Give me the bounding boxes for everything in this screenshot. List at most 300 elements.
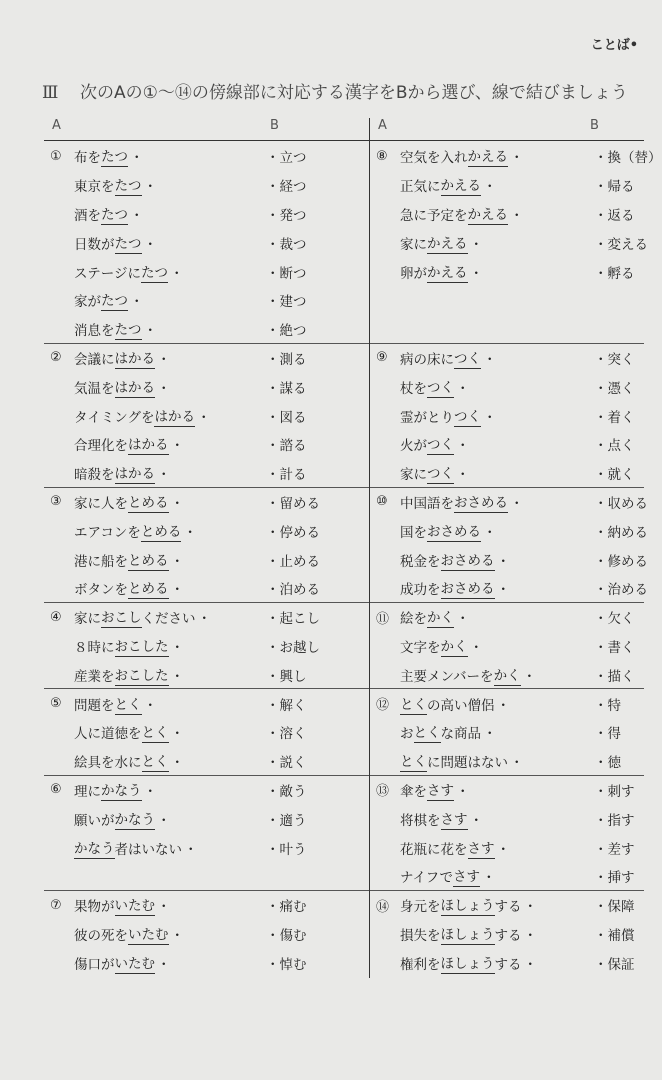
b-kanji: ・刺す <box>594 783 635 800</box>
page-header: ことば• <box>590 38 638 53</box>
a-item <box>50 257 183 286</box>
b-kanji: ・点く <box>594 438 635 455</box>
connector-dot: ・ <box>496 697 510 714</box>
underlined-reading: おこした <box>115 664 169 686</box>
a-text: エアコンを <box>74 524 141 541</box>
b-kanji: ・止める <box>266 553 320 570</box>
connector-dot: ・ <box>469 265 483 282</box>
underlined-reading: さす <box>427 779 454 801</box>
a-item <box>50 315 157 344</box>
b-kanji: ・裁つ <box>266 236 307 253</box>
a-item <box>50 833 198 862</box>
b-kanji: ・描く <box>594 668 635 685</box>
a-item <box>50 632 184 661</box>
underlined-reading: つく <box>454 405 481 427</box>
underlined-reading: いたむ <box>115 952 156 974</box>
b-kanji: ・お越し <box>266 639 320 656</box>
a-item <box>50 603 211 632</box>
connector-dot: ・ <box>523 956 537 973</box>
a-item <box>376 804 483 833</box>
a-text: 布を <box>74 150 101 167</box>
connector-dot: ・ <box>157 467 171 484</box>
underlined-reading: たつ <box>141 261 168 283</box>
underlined-reading: おさめる <box>441 577 495 599</box>
b-kanji: ・断つ <box>266 265 307 282</box>
a-item <box>376 286 400 315</box>
a-text: お <box>400 726 414 743</box>
a-text: 権利を <box>400 956 441 973</box>
item-number: ⑧ <box>376 148 388 164</box>
underlined-reading: はかる <box>115 462 156 484</box>
connector-dot: ・ <box>523 899 537 916</box>
underlined-reading: さす <box>468 837 495 859</box>
connector-dot: ・ <box>143 236 157 253</box>
item-number: ④ <box>50 609 62 625</box>
underlined-reading: ほしょう <box>441 952 495 974</box>
a-item <box>376 171 497 200</box>
connector-dot: ・ <box>456 611 470 628</box>
a-item <box>50 516 197 545</box>
connector-dot: ・ <box>496 553 510 570</box>
b-kanji: ・諮る <box>266 438 307 455</box>
a-item <box>50 862 74 891</box>
a-item <box>376 142 524 171</box>
underlined-reading: おさめる <box>441 549 495 571</box>
b-kanji: ・留める <box>266 495 320 512</box>
item-number: ⑤ <box>50 696 62 712</box>
a-item <box>50 286 144 315</box>
underlined-reading: つく <box>427 433 454 455</box>
a-text: 合理化を <box>74 438 128 455</box>
connector-dot: ・ <box>184 841 198 858</box>
b-kanji: ・換（替） <box>594 150 662 167</box>
b-kanji: ・就く <box>594 467 635 484</box>
a-item <box>376 459 470 488</box>
a-item <box>50 430 184 459</box>
connector-dot: ・ <box>157 812 171 829</box>
b-kanji: ・得 <box>594 726 621 743</box>
a-item <box>376 488 524 517</box>
a-item <box>50 545 184 574</box>
a-item <box>376 430 470 459</box>
a-text: 損失を <box>400 927 441 944</box>
underlined-reading: とく <box>142 750 169 772</box>
section-number: Ⅲ <box>42 83 59 103</box>
underlined-reading: たつ <box>115 318 142 340</box>
item-number: ① <box>50 148 62 164</box>
a-item <box>376 948 537 977</box>
a-item <box>376 776 470 805</box>
underlined-reading: かえる <box>427 232 468 254</box>
column-head-left-a: A <box>52 118 61 133</box>
center-divider <box>369 118 370 978</box>
underlined-reading: かえる <box>427 261 468 283</box>
a-text: ください <box>141 611 196 628</box>
connector-dot: ・ <box>157 899 171 916</box>
a-item <box>50 228 157 257</box>
b-kanji: ・絶つ <box>266 323 307 340</box>
b-kanji: ・憑く <box>594 380 635 397</box>
b-kanji: ・帰る <box>594 179 635 196</box>
connector-dot: ・ <box>456 380 470 397</box>
b-kanji: ・傷む <box>266 927 307 944</box>
a-item <box>376 344 497 373</box>
item-number: ⑩ <box>376 494 388 510</box>
a-text: な商品 <box>440 726 481 743</box>
connector-dot: ・ <box>482 870 496 887</box>
instruction <box>42 78 644 103</box>
connector-dot: ・ <box>157 956 171 973</box>
b-kanji: ・挿す <box>594 870 635 887</box>
b-kanji: ・特 <box>594 697 621 714</box>
connector-dot: ・ <box>456 438 470 455</box>
b-kanji: ・納める <box>594 524 648 541</box>
b-kanji: ・溶く <box>266 726 307 743</box>
a-item <box>376 401 497 430</box>
item-number: ⑫ <box>376 698 390 714</box>
column-head-right-b: B <box>590 118 599 133</box>
underlined-reading: おこした <box>115 635 169 657</box>
underlined-reading: とく <box>142 721 169 743</box>
underlined-reading: かく <box>494 664 521 686</box>
b-kanji: ・痛む <box>266 899 307 916</box>
connector-dot: ・ <box>197 611 211 628</box>
b-kanji: ・孵る <box>594 265 635 282</box>
b-kanji: ・建つ <box>266 294 307 311</box>
a-item <box>50 689 157 718</box>
b-kanji: ・起こし <box>266 611 320 628</box>
a-item <box>376 315 400 344</box>
a-text: ステージに <box>74 265 141 282</box>
a-text: ナイフで <box>400 870 454 887</box>
a-text: ボタンを <box>74 582 128 599</box>
a-text: 傘を <box>400 783 427 800</box>
a-item <box>376 372 470 401</box>
underlined-reading: とく <box>400 750 427 772</box>
a-item <box>50 718 184 747</box>
underlined-reading: たつ <box>115 174 142 196</box>
underlined-reading: はかる <box>154 405 195 427</box>
b-kanji: ・悼む <box>266 956 307 973</box>
connector-dot: ・ <box>196 409 211 426</box>
item-number: ⑬ <box>376 784 390 800</box>
header-rule <box>44 140 644 141</box>
b-kanji: ・計る <box>266 467 307 484</box>
underlined-reading: はかる <box>115 347 156 369</box>
connector-dot: ・ <box>143 783 157 800</box>
item-number: ② <box>50 350 62 366</box>
item-number: ⑦ <box>50 897 62 913</box>
a-item <box>50 372 171 401</box>
a-item <box>376 603 470 632</box>
connector-dot: ・ <box>157 351 171 368</box>
a-item <box>376 891 537 920</box>
underlined-reading: かえる <box>441 174 482 196</box>
a-item <box>50 776 157 805</box>
item-number: ③ <box>50 494 62 510</box>
a-text: 果物が <box>74 899 115 916</box>
a-text: 産業を <box>74 668 115 685</box>
a-item <box>376 718 497 747</box>
b-kanji: ・謀る <box>266 380 307 397</box>
b-kanji: ・説く <box>266 755 307 772</box>
a-item <box>50 459 171 488</box>
a-item <box>50 574 184 603</box>
connector-dot: ・ <box>483 726 497 743</box>
b-kanji: ・立つ <box>266 150 307 167</box>
a-text: 家に <box>400 236 427 253</box>
a-item <box>50 142 144 171</box>
column-head-left-b: B <box>270 118 279 133</box>
connector-dot: ・ <box>510 150 524 167</box>
a-text: に問題はない <box>427 755 508 772</box>
connector-dot: ・ <box>130 294 144 311</box>
connector-dot: ・ <box>496 841 510 858</box>
b-kanji: ・図る <box>266 409 307 426</box>
underlined-reading: とめる <box>128 491 169 513</box>
a-text: 絵を <box>400 611 427 628</box>
a-text: 病の床に <box>400 351 454 368</box>
a-item <box>376 660 536 689</box>
underlined-reading: つく <box>427 376 454 398</box>
underlined-reading: かなう <box>101 779 142 801</box>
a-text: 家に <box>74 611 101 628</box>
a-text: 正気に <box>400 179 441 196</box>
underlined-reading: さす <box>453 865 480 887</box>
a-text: 杖を <box>400 380 427 397</box>
a-text: 家に <box>400 467 427 484</box>
connector-dot: ・ <box>483 524 497 541</box>
a-item <box>376 228 483 257</box>
b-kanji: ・突く <box>594 351 635 368</box>
a-item <box>376 920 537 949</box>
connector-dot: ・ <box>143 179 157 196</box>
a-text: 将棋を <box>400 812 441 829</box>
a-item <box>376 689 510 718</box>
a-text: 身元を <box>400 899 441 916</box>
item-number: ⑭ <box>376 899 390 915</box>
a-text: 国を <box>400 524 427 541</box>
a-text: 気温を <box>74 380 115 397</box>
connector-dot: ・ <box>130 207 144 224</box>
b-kanji: ・解く <box>266 697 307 714</box>
a-item <box>50 171 157 200</box>
connector-dot: ・ <box>469 236 483 253</box>
a-text: 人に道徳を <box>74 726 142 743</box>
underlined-reading: はかる <box>128 433 169 455</box>
connector-dot: ・ <box>510 207 524 224</box>
a-text: の高い僧侶 <box>427 697 495 714</box>
a-text: 卵が <box>400 265 427 282</box>
b-kanji: ・指す <box>594 812 635 829</box>
a-text: 消息を <box>74 323 115 340</box>
a-text: 港に船を <box>74 553 128 570</box>
b-kanji: ・差す <box>594 841 635 858</box>
connector-dot: ・ <box>170 495 184 512</box>
connector-dot: ・ <box>469 639 483 656</box>
connector-dot: ・ <box>483 409 497 426</box>
a-text: 会議に <box>74 351 115 368</box>
a-item <box>50 804 171 833</box>
b-kanji: ・保証 <box>594 956 635 973</box>
b-kanji: ・測る <box>266 351 307 368</box>
a-text: 東京を <box>74 179 115 196</box>
underlined-reading: はかる <box>115 376 156 398</box>
underlined-reading: かく <box>427 606 454 628</box>
a-item <box>50 747 184 776</box>
connector-dot: ・ <box>483 179 497 196</box>
connector-dot: ・ <box>510 495 524 512</box>
a-item <box>50 344 171 373</box>
a-text: 中国語を <box>400 495 454 512</box>
a-text: する <box>494 899 522 916</box>
connector-dot: ・ <box>170 755 184 772</box>
b-kanji: ・書く <box>594 639 635 656</box>
b-kanji: ・変える <box>594 236 648 253</box>
underlined-reading: とめる <box>128 577 169 599</box>
column-head-right-a: A <box>378 118 387 133</box>
underlined-reading: たつ <box>101 145 128 167</box>
connector-dot: ・ <box>456 467 470 484</box>
connector-dot: ・ <box>483 351 497 368</box>
b-kanji: ・着く <box>594 409 635 426</box>
b-kanji: ・叶う <box>266 841 307 858</box>
underlined-reading: たつ <box>115 232 142 254</box>
a-item <box>50 891 171 920</box>
a-item <box>50 401 210 430</box>
underlined-reading: とく <box>115 693 142 715</box>
connector-dot: ・ <box>170 553 184 570</box>
a-text: 花瓶に花を <box>400 841 468 858</box>
underlined-reading: かなう <box>74 837 115 859</box>
b-kanji: ・適う <box>266 812 307 829</box>
b-kanji: ・返る <box>594 207 635 224</box>
a-item <box>50 948 171 977</box>
connector-dot: ・ <box>469 812 483 829</box>
b-kanji: ・補償 <box>594 927 635 944</box>
underlined-reading: ほしょう <box>441 923 495 945</box>
underlined-reading: かえる <box>468 203 509 225</box>
b-kanji: ・停める <box>266 524 320 541</box>
connector-dot: ・ <box>510 755 524 772</box>
connector-dot: ・ <box>157 380 171 397</box>
underlined-reading: たつ <box>101 289 128 311</box>
a-text: 成功を <box>400 582 441 599</box>
a-text: 問題を <box>74 697 115 714</box>
a-text: 絵具を水に <box>74 755 142 772</box>
b-kanji: ・発つ <box>266 207 307 224</box>
a-text: 酒を <box>74 207 101 224</box>
b-kanji: ・泊める <box>266 582 320 599</box>
item-number: ⑪ <box>376 611 390 627</box>
a-text: 日数が <box>74 236 115 253</box>
connector-dot: ・ <box>169 265 184 282</box>
a-text: 者はいない <box>114 841 182 858</box>
underlined-reading: ほしょう <box>441 894 495 916</box>
a-text: 霊がとり <box>400 409 454 426</box>
a-item <box>50 920 184 949</box>
connector-dot: ・ <box>130 150 144 167</box>
underlined-reading: おこし <box>101 606 142 628</box>
connector-dot: ・ <box>523 927 537 944</box>
a-text: 急に予定を <box>400 207 468 224</box>
underlined-reading: つく <box>427 462 454 484</box>
a-text: タイミングを <box>74 409 155 426</box>
a-item <box>376 747 524 776</box>
connector-dot: ・ <box>496 582 510 599</box>
b-kanji: ・敵う <box>266 783 307 800</box>
connector-dot: ・ <box>143 697 157 714</box>
a-item <box>50 488 184 517</box>
a-item <box>376 516 497 545</box>
connector-dot: ・ <box>170 639 184 656</box>
b-kanji: ・経つ <box>266 179 307 196</box>
connector-dot: ・ <box>183 524 197 541</box>
a-text: 火が <box>400 438 427 455</box>
underlined-reading: いたむ <box>128 923 169 945</box>
b-kanji: ・保障 <box>594 899 635 916</box>
underlined-reading: とく <box>400 693 427 715</box>
a-text: ８時に <box>74 639 115 656</box>
underlined-reading: かなう <box>115 808 156 830</box>
a-item <box>50 660 184 689</box>
underlined-reading: とめる <box>128 549 169 571</box>
underlined-reading: かえる <box>468 145 509 167</box>
a-text: 傷口が <box>74 956 115 973</box>
underlined-reading: つく <box>454 347 481 369</box>
underlined-reading: かく <box>441 635 468 657</box>
a-text: 文字を <box>400 639 441 656</box>
a-text: する <box>494 956 522 973</box>
a-text: 暗殺を <box>74 467 115 484</box>
connector-dot: ・ <box>170 927 184 944</box>
underlined-reading: とく <box>414 721 441 743</box>
a-item <box>376 833 510 862</box>
underlined-reading: いたむ <box>115 894 156 916</box>
matching-table <box>44 118 662 978</box>
connector-dot: ・ <box>456 783 470 800</box>
a-item <box>376 200 524 229</box>
item-number: ⑨ <box>376 350 388 366</box>
connector-dot: ・ <box>170 668 184 685</box>
a-item <box>50 200 144 229</box>
b-kanji: ・徳 <box>594 755 621 772</box>
a-text: 税金を <box>400 553 441 570</box>
b-kanji: ・治める <box>594 582 648 599</box>
underlined-reading: とめる <box>141 520 182 542</box>
a-text: する <box>494 927 522 944</box>
underlined-reading: おさめる <box>427 520 481 542</box>
underlined-reading: さす <box>441 808 468 830</box>
b-kanji: ・修める <box>594 553 648 570</box>
a-text: 空気を入れ <box>400 150 468 167</box>
a-item <box>376 257 483 286</box>
a-text: 家に人を <box>74 495 128 512</box>
b-kanji: ・欠く <box>594 611 635 628</box>
underlined-reading: おさめる <box>454 491 508 513</box>
a-text: 理に <box>74 783 101 800</box>
a-item <box>376 545 510 574</box>
b-kanji: ・収める <box>594 495 648 512</box>
a-text: 彼の死を <box>74 927 128 944</box>
underlined-reading: たつ <box>101 203 128 225</box>
a-item <box>376 574 510 603</box>
item-number: ⑥ <box>50 782 62 798</box>
a-item <box>376 862 496 891</box>
connector-dot: ・ <box>522 668 537 685</box>
connector-dot: ・ <box>170 582 184 599</box>
instruction-text: 次のAの①～⑭の傍線部に対応する漢字をBから選び、線で結びましょう <box>80 83 628 103</box>
